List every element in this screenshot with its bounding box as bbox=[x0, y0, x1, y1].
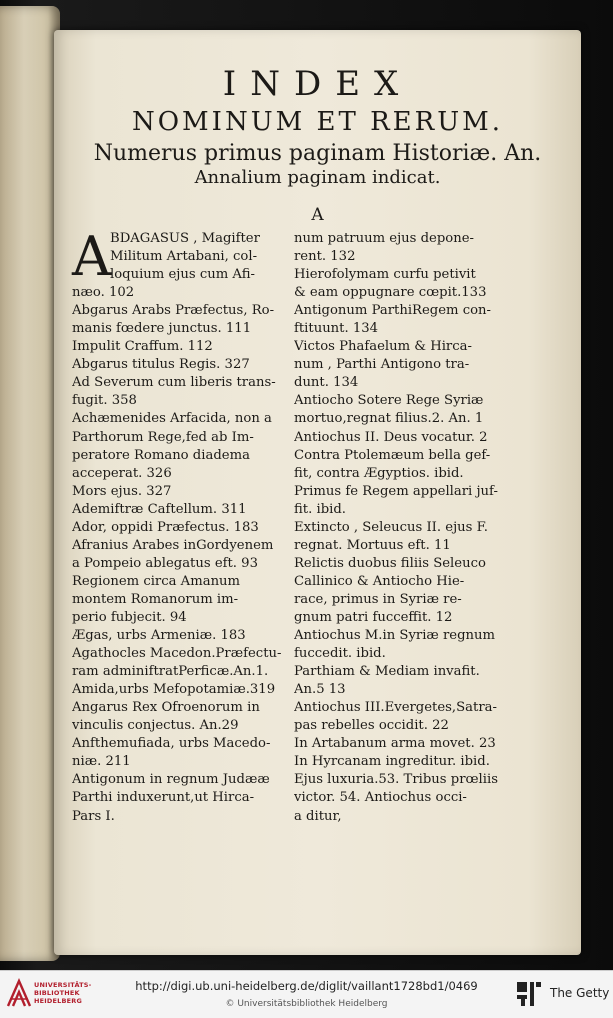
index-entry-line: Antiochus III.Evergetes,Satra- bbox=[294, 700, 497, 716]
index-entry-line: fit, contra Ægyptios. ibid. bbox=[294, 465, 464, 481]
index-entry-line: ram adminiftratPerficæ.An.1. bbox=[72, 664, 269, 680]
book-page bbox=[54, 30, 581, 955]
index-entry-line: Abgarus titulus Regis. 327 bbox=[72, 357, 250, 373]
index-entry-line: Parthorum Rege,fed ab Im- bbox=[72, 429, 254, 445]
copyright-text: © Universitätsbibliothek Heidelberg bbox=[225, 999, 388, 1009]
index-entry-line: peratore Romano diadema bbox=[72, 447, 250, 463]
index-entry-line: In Hyrcanam ingreditur. ibid. bbox=[294, 754, 490, 770]
index-entry-line: Ad Severum cum liberis trans- bbox=[72, 375, 276, 391]
index-entry-line: vinculis conjectus. An.29 bbox=[72, 718, 239, 734]
index-entry-line: Amida,urbs Mefopotamiæ.319 bbox=[72, 682, 276, 698]
index-entry-line: An.5 13 bbox=[294, 682, 346, 698]
index-entry-line: Ador, oppidi Præfectus. 183 bbox=[72, 519, 259, 535]
index-entry-line: Impulit Craffum. 112 bbox=[72, 339, 213, 355]
index-column-left bbox=[72, 225, 286, 826]
index-entry-line: ftituunt. 134 bbox=[294, 321, 379, 337]
index-entry-line: perio fubjecit. 94 bbox=[72, 609, 187, 625]
index-entry-line: næo. 102 bbox=[72, 285, 135, 301]
index-note-line1: Numerus primus paginam Historiæ. An. bbox=[93, 141, 542, 166]
index-entry-line: fit. ibid. bbox=[294, 501, 346, 517]
index-entry-line: a ditur, bbox=[294, 808, 342, 824]
index-column-right bbox=[294, 230, 506, 826]
index-entry-line: a Pompeio ablegatus eft. 93 bbox=[72, 555, 258, 571]
getty-label[interactable]: The Getty bbox=[550, 986, 610, 1000]
index-entry-line: mortuo,regnat filius.2. An. 1 bbox=[294, 411, 484, 427]
index-entry-line: num patruum ejus depone- bbox=[294, 231, 475, 246]
index-entry-line: & eam oppugnare cœpit.133 bbox=[294, 285, 487, 301]
index-entry-line: loquium ejus cum Afi- bbox=[110, 267, 255, 283]
index-entry-line: Regionem circa Amanum bbox=[72, 573, 241, 589]
uni-name-line1: UNIVERSITÄTS- bbox=[34, 981, 92, 989]
footer-bar bbox=[0, 970, 613, 1018]
index-entry-line: rent. 132 bbox=[294, 249, 356, 265]
section-letter: A bbox=[311, 205, 324, 225]
index-entry-line: Parthiam & Mediam invafit. bbox=[294, 664, 480, 680]
index-entry-line: Victos Phafaelum & Hirca- bbox=[294, 339, 472, 355]
index-entry-line: Ægas, urbs Armeniæ. 183 bbox=[72, 628, 246, 644]
index-entry-line: Extincto , Seleucus II. ejus F. bbox=[294, 519, 488, 535]
index-note-line2: Annalium paginam indicat. bbox=[194, 167, 441, 188]
index-entry-line: dunt. 134 bbox=[294, 375, 359, 391]
index-entry-line: num , Parthi Antigono tra- bbox=[294, 357, 470, 373]
uni-name-line3: HEIDELBERG bbox=[34, 997, 83, 1005]
index-entry-line: Achæmenides Arfacida, non a bbox=[72, 411, 272, 427]
index-entry-line: victor. 54. Antiochus occi- bbox=[294, 790, 467, 806]
index-entry-line: Afranius Arabes inGordyenem bbox=[72, 537, 274, 553]
index-entry-line: Callinico & Antiocho Hie- bbox=[294, 573, 465, 589]
index-entry-line: race, primus in Syriæ re- bbox=[294, 591, 462, 607]
index-entry-line: montem Romanorum im- bbox=[72, 591, 239, 607]
index-entry-line: niæ. 211 bbox=[72, 754, 131, 770]
index-entry-line: Antigonum in regnum Judææ bbox=[72, 772, 270, 788]
uni-name-line2: BIBLIOTHEK bbox=[34, 989, 80, 997]
index-entry-line: pas rebelles occidit. 22 bbox=[294, 718, 449, 734]
index-entry-line: Parthi induxerunt,ut Hirca- bbox=[72, 790, 255, 806]
index-entry-line: Abgarus Arabs Præfectus, Ro- bbox=[72, 303, 275, 319]
index-entry-line: fugit. 358 bbox=[72, 393, 137, 409]
index-entry-line: Contra Ptolemæum bella gef- bbox=[294, 447, 491, 463]
index-entry-line: Angarus Rex Ofroenorum in bbox=[72, 700, 260, 716]
index-entry-line: Primus fe Regem appellari juf- bbox=[294, 483, 498, 499]
left-page-edge bbox=[0, 6, 60, 961]
drop-capital: A bbox=[72, 225, 111, 288]
index-entry-line: Mors ejus. 327 bbox=[72, 483, 172, 499]
source-url-link[interactable]: http://digi.ub.uni-heidelberg.de/diglit/vaillant1728bd1/0469 bbox=[135, 979, 478, 993]
index-entry-line: acceperat. 326 bbox=[72, 465, 172, 481]
index-entry-line: Relictis duobus filiis Seleuco bbox=[294, 555, 486, 571]
index-entry-line: Ademiftræ Caftellum. 311 bbox=[72, 501, 247, 517]
index-entry-line: Antigonum ParthiRegem con- bbox=[294, 303, 492, 319]
index-entry-line: Militum Artabani, col- bbox=[110, 249, 258, 265]
index-entry-line: Antiocho Sotere Rege Syriæ bbox=[294, 393, 484, 409]
index-entry-line: Ejus luxuria.53. Tribus prœliis bbox=[294, 772, 498, 788]
index-title: INDEX bbox=[222, 64, 413, 104]
index-entry-line: Pars I. bbox=[72, 808, 115, 824]
index-entry-line: BDAGASUS , Magifter bbox=[110, 231, 260, 246]
getty-logo-icon[interactable] bbox=[516, 981, 542, 1007]
index-entry-line: Antiochus M.in Syriæ regnum bbox=[294, 628, 496, 644]
index-entry-line: Hierofolymam curfu petivit bbox=[294, 267, 476, 283]
index-entry-line: manis fœdere junctus. 111 bbox=[72, 321, 252, 337]
index-entry-line: In Artabanum arma movet. 23 bbox=[294, 736, 496, 752]
index-entry-line: Antiochus II. Deus vocatur. 2 bbox=[294, 429, 488, 445]
index-entry-line: Agathocles Macedon.Præfectu- bbox=[72, 646, 282, 662]
index-subtitle: NOMINUM ET RERUM. bbox=[131, 107, 504, 137]
index-entry-line: fuccedit. ibid. bbox=[294, 646, 386, 662]
index-entry-line: regnat. Mortuus eft. 11 bbox=[294, 537, 451, 553]
index-entry-line: gnum patri fucceffit. 12 bbox=[294, 609, 453, 625]
index-entry-line: Anfthemufiada, urbs Macedo- bbox=[72, 736, 271, 752]
